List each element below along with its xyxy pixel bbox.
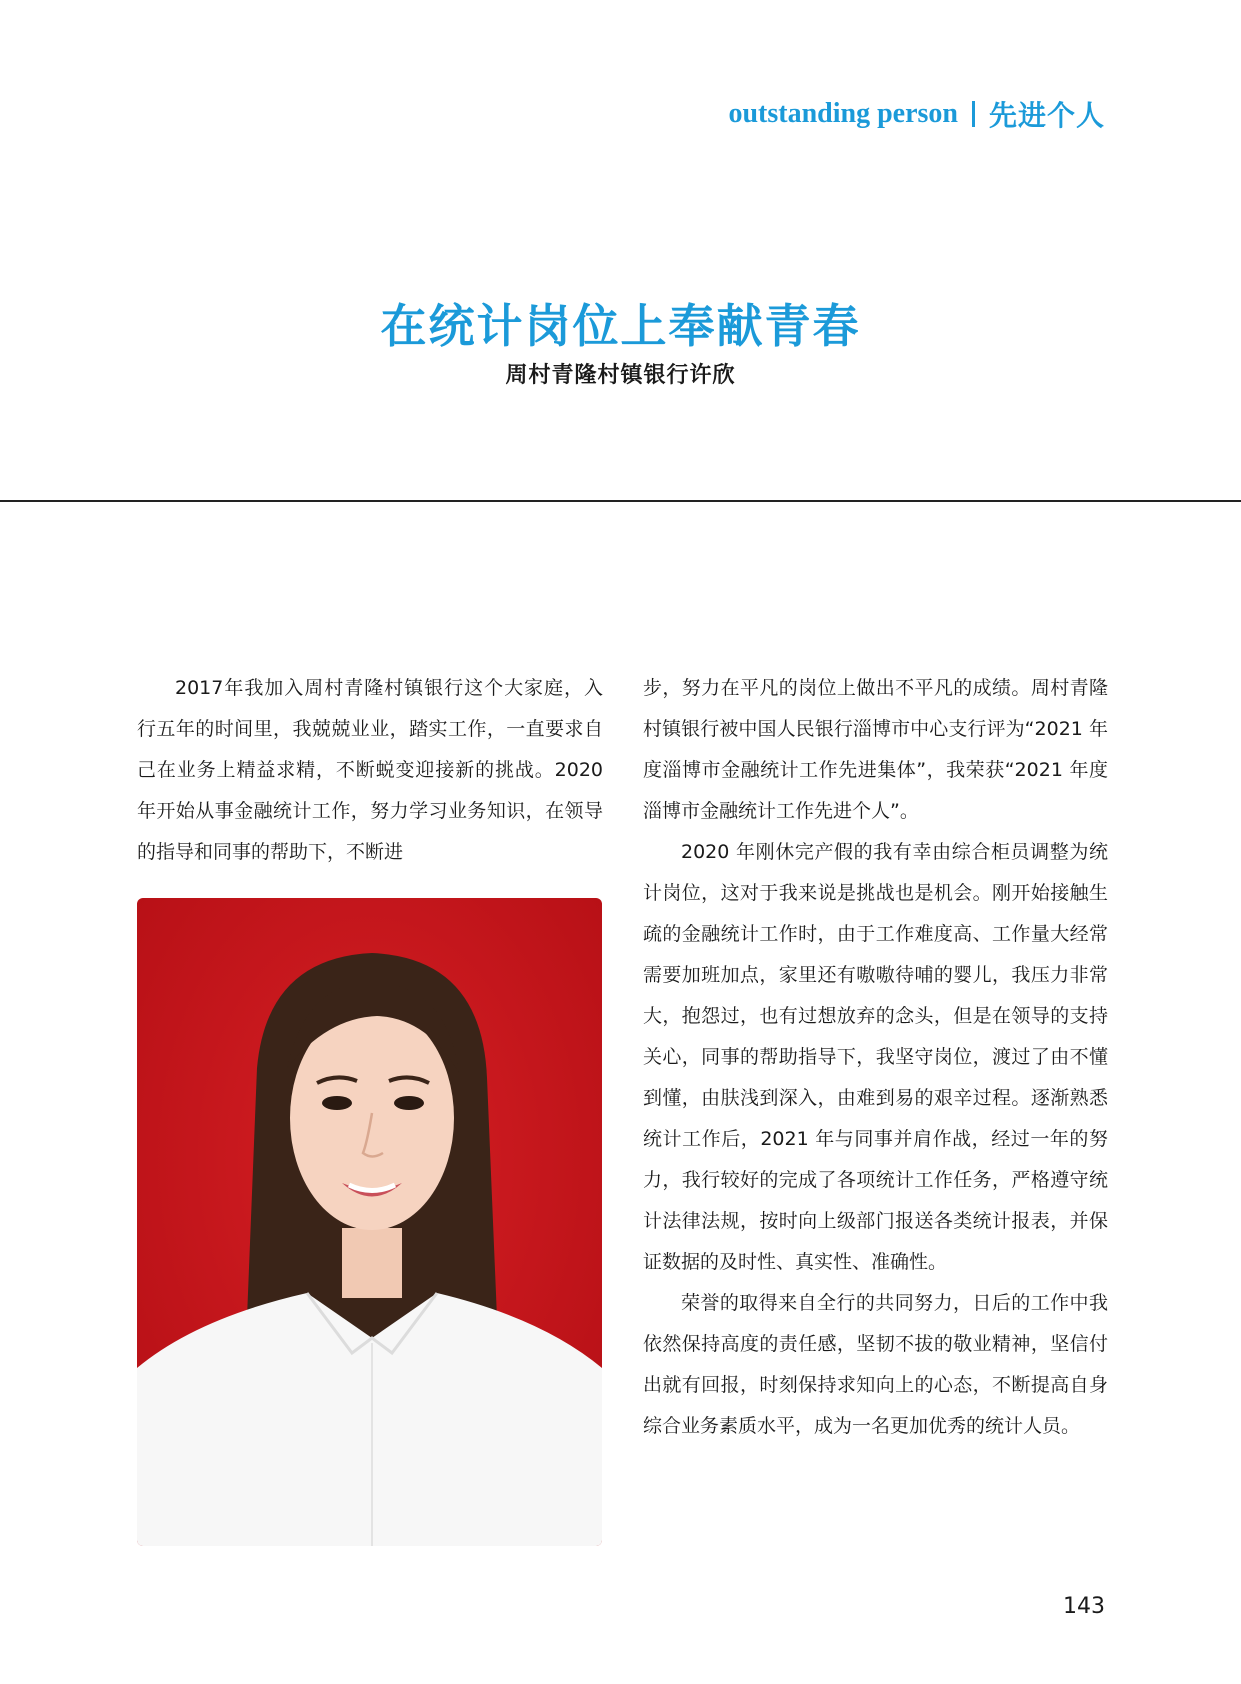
section-header [728,94,1105,134]
right-eye [394,1096,424,1110]
paragraph: 2017年我加入周村青隆村镇银行这个大家庭，入行五年的时间里，我兢兢业业，踏实工作，一直要求自己在业务上精益求精，不断蜕变迎接新的挑战。2020 年开始从事金融统计工作，努力学习业务知识，在领导的指导和同事的帮助下，不断进 [137,677,603,863]
paragraph: 荣誉的取得来自全行的共同努力，日后的工作中我依然保持高度的责任感，坚韧不拔的敬业精神，坚信付出就有回报，时刻保持求知向上的心态，不断提高自身综合业务素质水平，成为一名更加优秀的统计人员。 [643,1292,1108,1437]
page-number: 143 [1063,1594,1105,1619]
neck [342,1228,402,1298]
portrait-illustration [137,898,602,1546]
section-label-english: outstanding person [728,98,958,129]
article-title: 在统计岗位上奉献青春 [380,299,861,353]
portrait-photo [137,898,602,1546]
paragraph: 2020 年刚休完产假的我有幸由综合柜员调整为统计岗位，这对于我来说是挑战也是机会。刚开始接触生疏的金融统计工作时，由于工作难度高、工作量大经常需要加班加点，家里还有嗷嗷待哺的婴儿，我压力非常大，抱怨过，也有过想放弃的念头，但是在领导的支持关心，同事的帮助指导下，我坚守岗位，渡过了由不懂到懂，由肤浅到深入，由难到易的艰辛过程。逐渐熟悉统计工作后，2021 年与同事并肩作战，经过一年的努力，我行较好的完成了各项统计工作任务，严格遵守统计法律法规，按时向上级部门报送各类统计报表，并保证数据的及时性、真实性、准确性。 [643,841,1108,1273]
left-eye [322,1096,352,1110]
paragraph: 步，努力在平凡的岗位上做出不平凡的成绩。周村青隆村镇银行被中国人民银行淄博市中心支行评为“2021 年度淄博市金融统计工作先进集体”，我荣获“2021 年度淄博市金融统计工作先进个人”。 [643,677,1108,822]
section-label-chinese: 先进个人 [988,99,1105,132]
horizontal-divider [0,500,1241,502]
right-column [643,668,1108,1447]
article-byline: 周村青隆村镇银行许欣 [505,363,736,388]
left-column [137,668,603,873]
header-divider [972,101,975,127]
